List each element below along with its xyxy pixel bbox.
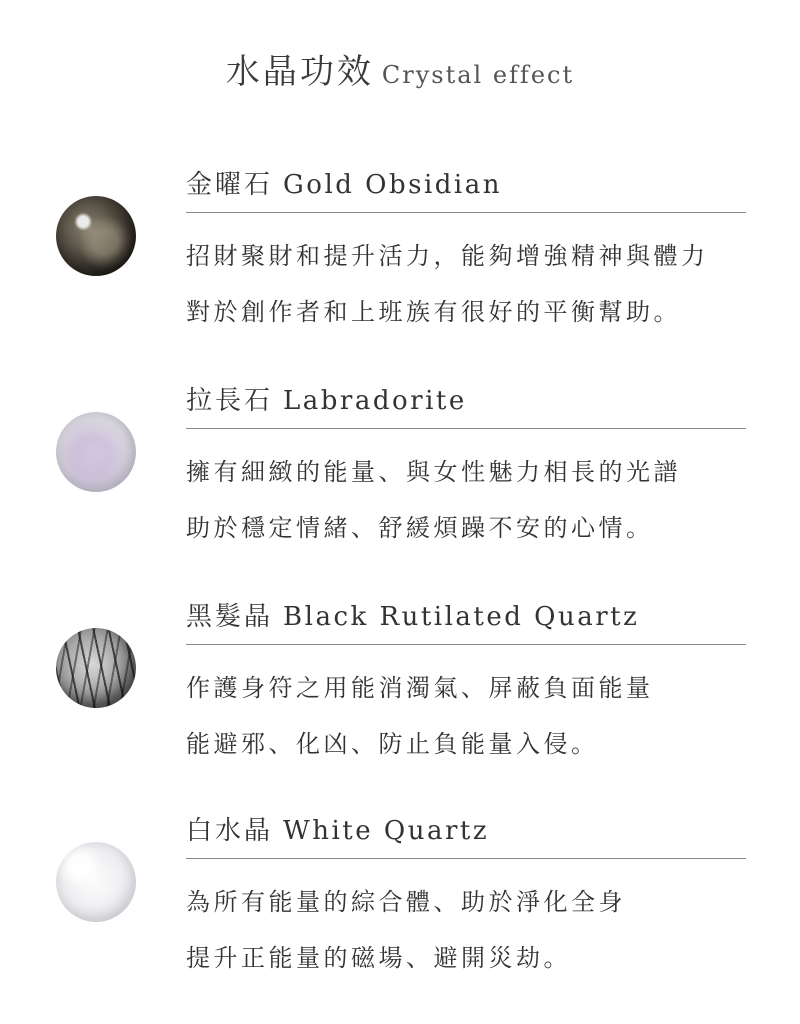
labradorite-bead-image <box>56 412 136 492</box>
black-rutilated-quartz-bead-image <box>56 628 136 708</box>
crystal-item-labradorite <box>0 380 800 580</box>
crystal-item-black-rutilated-quartz <box>0 596 800 796</box>
crystal-name-zh: 金曜石 <box>186 170 274 200</box>
crystal-description <box>186 660 654 772</box>
crystal-description <box>186 874 626 986</box>
description-line: 對於創作者和上班族有很好的平衡幫助。 <box>186 298 681 326</box>
crystal-name-en: Gold Obsidian <box>283 170 502 200</box>
description-line: 擁有細緻的能量、與女性魅力相長的光譜 <box>186 458 681 486</box>
page-title-zh: 水晶功效 <box>225 52 374 92</box>
divider <box>186 212 746 213</box>
crystal-name-zh: 拉長石 <box>186 386 274 416</box>
description-line: 招財聚財和提升活力，能夠增強精神與體力 <box>186 242 709 270</box>
white-quartz-bead-image <box>56 842 136 922</box>
crystal-description <box>186 228 709 340</box>
divider <box>186 644 746 645</box>
description-line: 提升正能量的磁場、避開災劫。 <box>186 944 571 972</box>
crystal-item-white-quartz <box>0 810 800 1010</box>
crystal-heading <box>186 596 639 633</box>
crystal-item-gold-obsidian <box>0 164 800 364</box>
crystal-heading <box>186 380 467 417</box>
description-line: 助於穩定情緒、舒緩煩躁不安的心情。 <box>186 514 654 542</box>
divider <box>186 858 746 859</box>
gold-obsidian-bead-image <box>56 196 136 276</box>
crystal-name-en: Labradorite <box>283 386 467 416</box>
page-title <box>0 44 800 93</box>
crystal-name-en: Black Rutilated Quartz <box>283 602 640 632</box>
page-title-en: Crystal effect <box>381 61 575 89</box>
divider <box>186 428 746 429</box>
description-line: 為所有能量的綜合體、助於淨化全身 <box>186 888 626 916</box>
crystal-heading <box>186 164 502 201</box>
crystal-name-en: White Quartz <box>283 816 490 846</box>
crystal-heading <box>186 810 489 847</box>
description-line: 能避邪、化凶、防止負能量入侵。 <box>186 730 599 758</box>
crystal-name-zh: 黑髮晶 <box>186 602 274 632</box>
crystal-description <box>186 444 681 556</box>
description-line: 作護身符之用能消濁氣、屏蔽負面能量 <box>186 674 654 702</box>
crystal-name-zh: 白水晶 <box>186 816 274 846</box>
